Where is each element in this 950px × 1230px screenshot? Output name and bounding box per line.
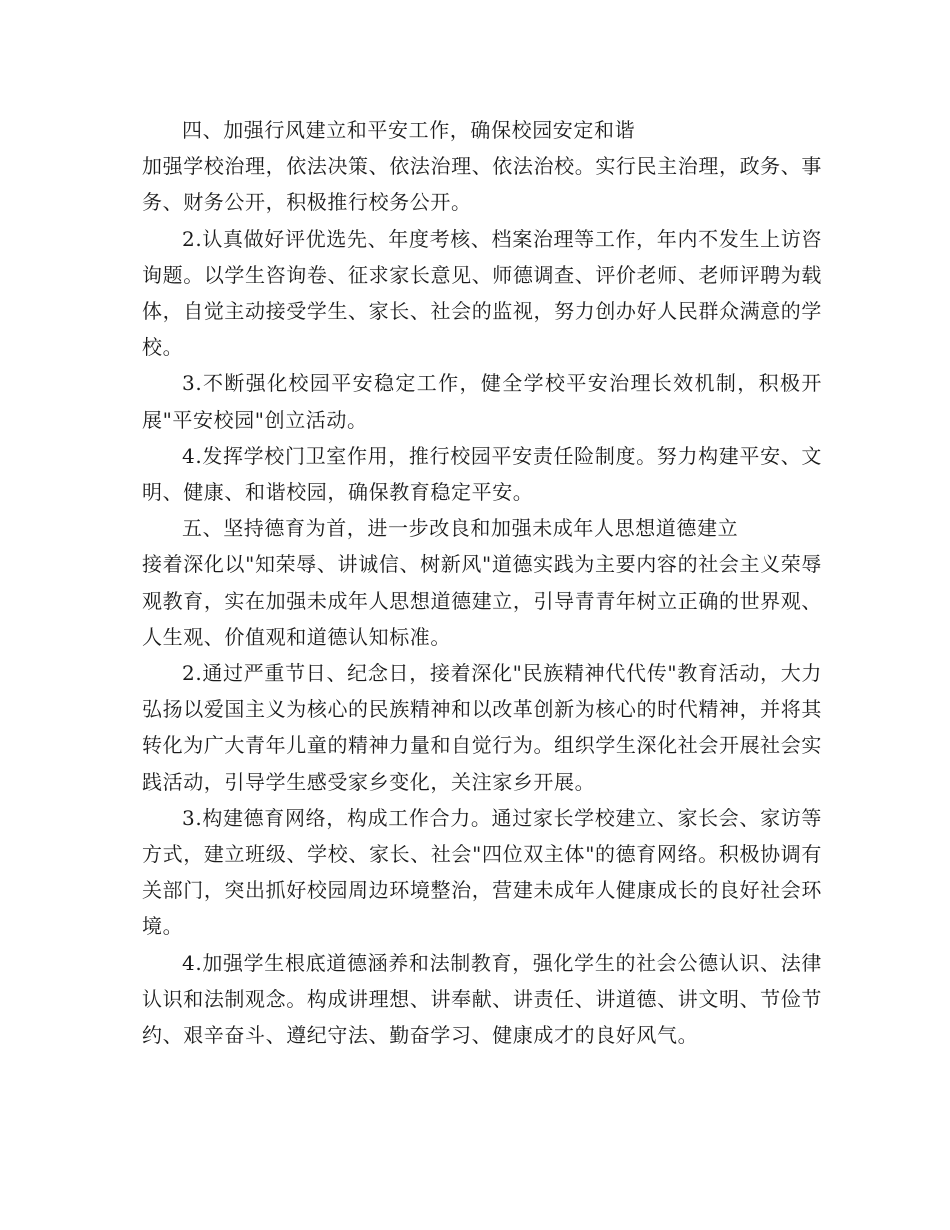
paragraph: 2.通过严重节日、纪念日，接着深化"民族精神代代传"教育活动，大力弘扬以爱国主义为核心的民族精神和以改革创新为核心的时代精神，并将其转化为广大青年儿童的精神力量和自觉行为。组织学生深化社会开展社会实践活动，引导学生感受家乡变化，关注家乡开展。 (142, 661, 822, 794)
document-body (142, 112, 822, 1053)
paragraph: 3.不断强化校园平安稳定工作，健全学校平安治理长效机制，积极开展"平安校园"创立活动。 (142, 371, 822, 432)
paragraph: 3.构建德育网络，构成工作合力。通过家长学校建立、家长会、家访等方式，建立班级、学校、家长、社会"四位双主体"的德育网络。积极协调有关部门，突出抓好校园周边环境整治，营建未成年人健康成长的良好社会环境。 (142, 805, 822, 939)
paragraph: 加强学校治理，依法决策、依法治理、依法治校。实行民主治理，政务、事务、财务公开，积极推行校务公开。 (142, 154, 822, 215)
section-heading-4: 四、加强行风建立和平安工作，确保校园安定和谐 (182, 118, 636, 142)
paragraph: 4.加强学生根底道德涵养和法制教育，强化学生的社会公德认识、法律认识和法制观念。构成讲理想、讲奉献、讲责任、讲道德、讲文明、节俭节约、艰辛奋斗、遵纪守法、勤奋学习、健康成才的良好风气。 (142, 950, 822, 1048)
section-heading-5: 五、坚持德育为首，进一步改良和加强未成年人思想道德建立 (182, 516, 739, 541)
paragraph: 4.发挥学校门卫室作用，推行校园平安责任险制度。努力构建平安、文明、健康、和谐校园，确保教育稳定平安。 (142, 443, 822, 505)
paragraph: 接着深化以"知荣辱、讲诚信、树新风"道德实践为主要内容的社会主义荣辱观教育，实在加强未成年人思想道德建立，引导青青年树立正确的世界观、人生观、价值观和道德认知标准。 (142, 552, 822, 649)
paragraph: 2.认真做好评优选先、年度考核、档案治理等工作，年内不发生上访咨询题。以学生咨询卷、征求家长意见、师德调查、评价老师、老师评聘为载体，自觉主动接受学生、家长、社会的监视，努力创办好人民群众满意的学校。 (142, 226, 822, 360)
